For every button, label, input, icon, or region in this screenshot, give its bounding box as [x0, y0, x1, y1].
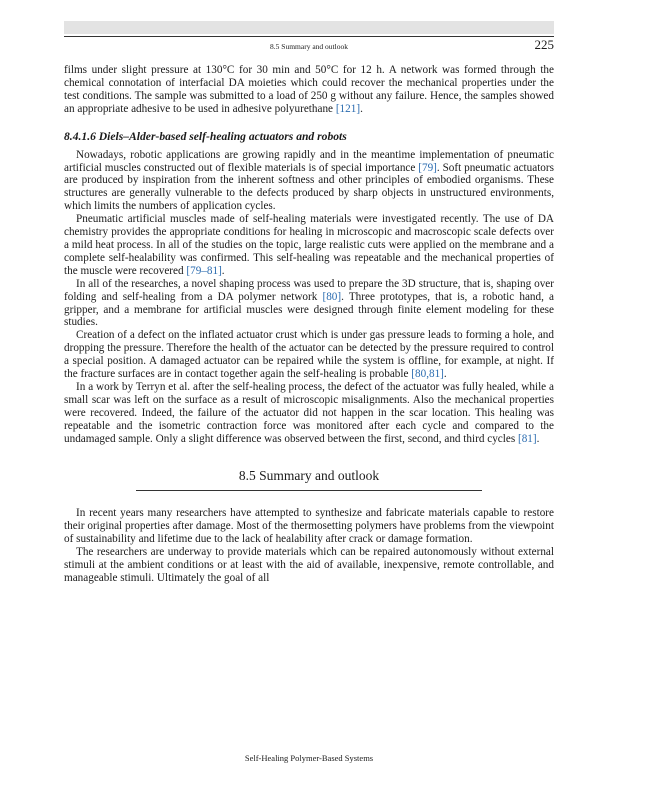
running-head: 8.5 Summary and outlook [270, 42, 348, 51]
citation-link[interactable]: [80,81] [411, 368, 444, 381]
section-rule [136, 490, 482, 491]
paragraph: In recent years many researchers have attempted to synthesize and fabricate materials capable to restore their original properties after damage. Most of the thermosetting polymers have problems from the viewpoint of sustainability and lifetime due to the lack of healability after crack or damage formation. [64, 507, 554, 546]
citation-link[interactable]: [79] [418, 161, 437, 174]
citation-link[interactable]: [79–81] [186, 264, 222, 277]
footer-book-title: Self-Healing Polymer-Based Systems [244, 753, 374, 763]
paragraph: In all of the researches, a novel shaping process was used to prepare the 3D structure, that is, shaping over folding and self-healing from a DA polymer network [80]. Three prototypes, that is, a robotic hand, a gripper, and a membrane for artificial muscles were designed through finite element modeling for these studies. [64, 277, 554, 329]
paragraph-continued: films under slight pressure at 130°C for 30 min and 50°C for 12 h. A network was formed through the chemical connotation of interfacial DA moieties which could recover the mechanical properties under the test conditions. The sample was submitted to a load of 250 g without any failure. Hence, the samples showed an appropriate adhesive to be used in adhesive polyurethane [121]. [64, 64, 554, 115]
section-title: 8.5 Summary and outlook [238, 468, 380, 484]
citation-link[interactable]: [81] [517, 432, 537, 445]
subsection-heading: 8.4.1.6 Diels–Alder-based self-healing actuators and robots [64, 129, 347, 143]
header-rule [64, 36, 554, 37]
citation-link[interactable]: [121] [335, 102, 361, 115]
page-body [64, 64, 554, 585]
paragraph: In a work by Terryn et al. after the self-healing process, the defect of the actuator was fully healed, while a small scar was left on the surface as a result of microscopic misalignments. Also the mechanical properties were recovered. Indeed, the failure of the actuator did not happen in the scar location. This healing was repeatable and the isometric contraction force was monitored after each cycle and compared to the undamaged sample. Only a slight difference was observed between the first, second, and third cycles [81]. [64, 380, 554, 445]
citation-link[interactable]: [80] [322, 290, 342, 303]
paragraph: The researchers are underway to provide materials which can be repaired autonomously without external stimuli at the ambient conditions or at least with the aid of available, inexpensive, remote controllable, and manageable stimuli. Ultimately the goal of all [64, 546, 554, 584]
paragraph: Nowadays, robotic applications are growing rapidly and in the meantime implementation of pneumatic artificial muscles constructed out of flexible materials is of special importance [79]. Soft pneumatic actuators are produced by inspiration from the inherent softness and other principles of embodied organisms. These structures are generally vulnerable to the defects produced by sharp objects in unstructured environments, which limits the numbers of application cycles. [64, 148, 554, 213]
paragraph: Creation of a defect on the inflated actuator crust which is under gas pressure leads to forming a hole, and dropping the pressure. Therefore the health of the actuator can be detected by the pressure required to control a special position. A damaged actuator can be repaired while the system is offline, for example, at night. If the fracture surfaces are in contact together again the self-healing is probable [80,81]. [64, 329, 554, 381]
page-number: 225 [534, 37, 554, 52]
paragraph: Pneumatic artificial muscles made of self-healing materials were investigated recently. The use of DA chemistry provides the appropriate conditions for healing in microscopic and macroscopic scale defects over a mild heat process. In all of the studies on the topic, large realistic cuts were applied on the membrane and a complete self-healability was confirmed. This self-healing was repeatable and the mechanical properties of the muscle were recovered [79–81]. [64, 213, 554, 277]
header-bar [64, 21, 554, 34]
